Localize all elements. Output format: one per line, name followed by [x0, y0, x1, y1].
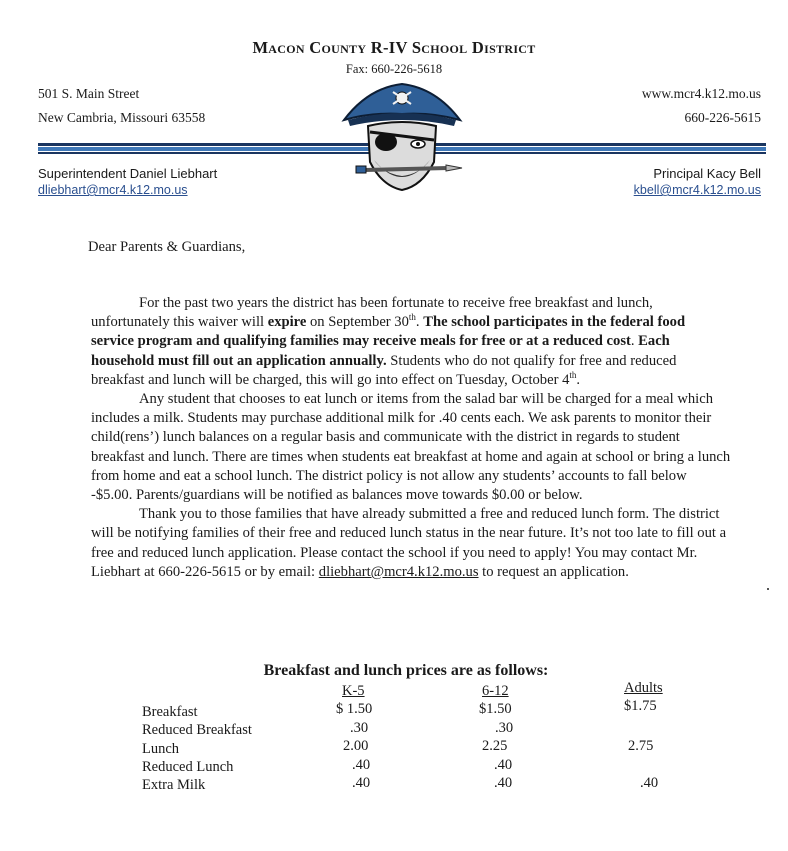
p1-federal-program: The school participates in the federal food service program and qualifying families may receive meals for free or at a reduced cost — [91, 314, 686, 350]
address-city: New Cambria, Missouri 63558 — [38, 110, 206, 125]
principal-email-link[interactable]: kbell@mcr4.k12.mo.us — [633, 183, 761, 197]
row-label-extra-milk: Extra Milk — [142, 777, 206, 793]
district-name: Macon County R-IV School District — [252, 38, 536, 57]
p1-sup2: th — [569, 369, 577, 380]
column-k5: K-5 — [342, 683, 365, 699]
price-reduced-lunch-6-12: .40 — [494, 757, 513, 773]
row-label-reduced-lunch: Reduced Lunch — [142, 759, 234, 775]
price-breakfast-adults: $1.75 — [624, 698, 657, 714]
prices-title: Breakfast and lunch prices are as follows: — [263, 662, 549, 679]
superintendent-email-link[interactable]: dliebhart@mcr4.k12.mo.us — [38, 183, 188, 197]
contact-email-link[interactable]: dliebhart@mcr4.k12.mo.us — [318, 563, 479, 580]
price-reduced-lunch-k5: .40 — [352, 757, 371, 773]
price-lunch-6-12: 2.25 — [482, 738, 508, 754]
column-6-12: 6-12 — [482, 683, 509, 699]
column-adults: Adults — [624, 680, 663, 696]
letter-body — [91, 294, 731, 582]
pirate-mascot-icon — [338, 82, 466, 194]
row-label-reduced-breakfast: Reduced Breakfast — [142, 722, 252, 738]
p1-sup: th — [408, 312, 416, 323]
price-reduced-breakfast-6-12: .30 — [495, 720, 514, 736]
price-breakfast-k5: $ 1.50 — [336, 701, 373, 717]
p1-expire: expire — [267, 314, 307, 331]
scan-speck — [767, 588, 769, 590]
p1-text-c: on September 30 — [306, 314, 409, 331]
p1-annual-application: Each household must fill out an application annually. — [91, 333, 670, 369]
p1-text-f: . — [630, 333, 639, 350]
paragraph-charges: Any student that chooses to eat lunch or items from the salad bar will be charged for a meal which includes a milk. Students may purchase additional milk for .40 cents each. We ask parents to monitor their child(rens’) lunch balances on a regular basis and communicate with the district in regards to student breakfast and lunch. There are times when students eat breakfast at home and again at school or bring a lunch from home and eat a school lunch. The district policy is not allow any students’ accounts to fall below -$5.00. Parents/guardians will be notified as balances move towards $0.00 or below. — [91, 391, 731, 504]
price-lunch-adults: 2.75 — [628, 738, 654, 754]
p3-text-a: Thank you to those families that have already submitted a free and reduced lunch form. The district will be notifying families of their free and reduced lunch status in the near future. It’s not too late to fill out a free and reduced lunch application. Please contact the school if you need to apply! You may contact Mr. Liebhart at 660-226-5615 or by email: — [91, 506, 727, 580]
p1-text-h: Students who do not qualify for free and reduced breakfast and lunch will be charged, this will go into effect on Tuesday, October 4 — [91, 352, 677, 388]
price-lunch-k5: 2.00 — [343, 738, 369, 754]
p1-text-a: For the past two years the district has been fortunate to receive free breakfast and lunch, unfortunately this waiver will — [91, 295, 653, 331]
price-extra-milk-adults: .40 — [640, 775, 659, 791]
price-extra-milk-k5: .40 — [352, 775, 371, 791]
salutation: Dear Parents & Guardians, — [88, 239, 246, 255]
phone: 660-226-5615 — [684, 110, 761, 125]
superintendent-name: Superintendent Daniel Liebhart — [38, 166, 218, 181]
row-label-breakfast: Breakfast — [142, 704, 198, 720]
p1-text-d: . — [415, 314, 424, 331]
price-breakfast-6-12: $1.50 — [479, 701, 512, 717]
paragraph-application — [91, 505, 731, 582]
principal-name: Principal Kacy Bell — [653, 166, 761, 181]
price-reduced-breakfast-k5: .30 — [350, 720, 369, 736]
paragraph-waiver — [91, 294, 731, 390]
address-street: 501 S. Main Street — [38, 86, 140, 101]
website: www.mcr4.k12.mo.us — [641, 86, 761, 101]
p1-text-i: . — [576, 371, 581, 388]
p3-text-b: to request an application. — [478, 563, 629, 580]
row-label-lunch: Lunch — [142, 741, 180, 757]
fax-number: Fax: 660-226-5618 — [345, 62, 443, 76]
price-extra-milk-6-12: .40 — [494, 775, 513, 791]
